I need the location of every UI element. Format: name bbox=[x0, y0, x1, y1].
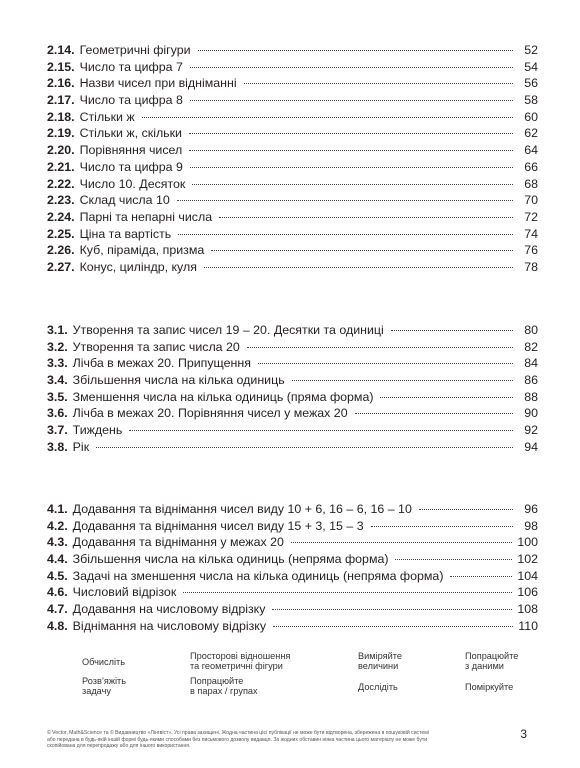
entry-title: Порівняння чисел bbox=[79, 143, 183, 158]
dot-leader bbox=[198, 50, 513, 51]
entry-page: 66 bbox=[524, 159, 538, 174]
entry-number: 2.26. bbox=[47, 243, 75, 258]
entry-number: 2.24. bbox=[47, 209, 75, 224]
toc-entry bbox=[47, 192, 538, 209]
dot-leader bbox=[272, 609, 512, 610]
dot-leader bbox=[273, 626, 513, 627]
toc-entry bbox=[47, 259, 538, 276]
toc-section-3 bbox=[47, 322, 538, 456]
entry-page: 110 bbox=[518, 618, 538, 633]
entry-page: 108 bbox=[517, 602, 538, 617]
dot-leader bbox=[219, 217, 513, 218]
entry-page: 88 bbox=[524, 389, 538, 404]
entry-title: Збільшення числа на кілька одиниць (непряма форма) bbox=[72, 552, 389, 567]
entry-page: 104 bbox=[517, 568, 538, 583]
dot-leader bbox=[190, 167, 513, 168]
entry-page: 54 bbox=[524, 59, 538, 74]
legend-think: Поміркуйте bbox=[465, 682, 514, 692]
entry-page: 78 bbox=[524, 259, 538, 274]
entry-number: 4.5. bbox=[47, 568, 68, 583]
entry-page: 68 bbox=[524, 176, 538, 191]
toc-entry bbox=[47, 159, 538, 176]
entry-number: 2.16. bbox=[47, 76, 75, 91]
entry-title: Стільки ж, скільки bbox=[79, 126, 182, 141]
copyright-footer bbox=[47, 730, 487, 750]
entry-title: Конус, циліндр, куля bbox=[79, 259, 197, 274]
entry-page: 102 bbox=[517, 552, 538, 567]
legend-shapes: Просторові відношення та геометричні фігури bbox=[190, 651, 291, 672]
toc-entry bbox=[47, 518, 538, 535]
footer-line: або передана в будь-якій іншій формі будь-якими способами без письмового дозволу видавця. За жодних обставин ніяка частина цього матеріалу не може бути bbox=[47, 736, 428, 743]
entry-number: 2.20. bbox=[47, 143, 75, 158]
entry-number: 3.2. bbox=[47, 339, 68, 354]
entry-number: 2.21. bbox=[47, 159, 75, 174]
dot-leader bbox=[189, 133, 513, 134]
legend-calculate: Обчисліть bbox=[82, 657, 126, 667]
toc-section-4 bbox=[47, 501, 538, 635]
entry-title: Геометричні фігури bbox=[79, 43, 191, 57]
entry-title: Число та цифра 8 bbox=[79, 93, 183, 108]
toc-entry bbox=[47, 534, 538, 551]
entry-number: 3.4. bbox=[47, 373, 68, 388]
entry-number: 4.6. bbox=[47, 585, 68, 600]
entry-number: 3.3. bbox=[47, 356, 68, 371]
entry-page: 92 bbox=[524, 423, 538, 438]
entry-title: Назви чисел при відніманні bbox=[79, 76, 237, 91]
entry-number: 2.15. bbox=[47, 59, 75, 74]
entry-number: 4.3. bbox=[47, 535, 68, 550]
dot-leader bbox=[178, 234, 513, 235]
dot-leader bbox=[258, 363, 513, 364]
dot-leader bbox=[192, 184, 513, 185]
footer-line: скопійована для перепродажу або для іншого використання. bbox=[47, 743, 191, 750]
entry-title: Утворення та запис числа 20 bbox=[72, 339, 240, 354]
toc-entry bbox=[47, 322, 538, 339]
dot-leader bbox=[244, 83, 513, 84]
entry-number: 3.1. bbox=[47, 323, 68, 337]
entry-number: 2.17. bbox=[47, 93, 75, 108]
entry-title: Додавання та віднімання чисел виду 10 + 6, 16 – 6, 16 – 10 bbox=[72, 502, 412, 516]
entry-page: 70 bbox=[524, 193, 538, 208]
entry-title: Лічба в межах 20. Порівняння чисел у межах 20 bbox=[72, 406, 348, 421]
entry-number: 2.18. bbox=[47, 109, 75, 124]
toc-entry bbox=[47, 209, 538, 226]
toc-entry bbox=[47, 75, 538, 92]
dot-leader bbox=[355, 413, 513, 414]
entry-title: Утворення та запис чисел 19 – 20. Десятки та одиниці bbox=[72, 323, 384, 337]
legend-groups: Попрацюйте в парах / групах bbox=[190, 676, 258, 697]
toc-entry bbox=[47, 422, 538, 439]
entry-page: 84 bbox=[524, 356, 538, 371]
legend-measure: Виміряйте величини bbox=[358, 651, 402, 672]
dot-leader bbox=[291, 542, 512, 543]
toc-entry bbox=[47, 584, 538, 601]
entry-title: Додавання та віднімання чисел виду 15 + 3, 15 – 3 bbox=[72, 518, 364, 533]
dot-leader bbox=[292, 380, 513, 381]
entry-page: 86 bbox=[524, 373, 538, 388]
entry-number: 2.22. bbox=[47, 176, 75, 191]
dot-leader bbox=[142, 117, 513, 118]
toc-entry bbox=[47, 355, 538, 372]
toc-entry bbox=[47, 339, 538, 356]
entry-page: 60 bbox=[524, 109, 538, 124]
toc-entry bbox=[47, 242, 538, 259]
toc-entry bbox=[47, 125, 538, 142]
dot-leader bbox=[129, 430, 513, 431]
toc-entry bbox=[47, 601, 538, 618]
dot-leader bbox=[190, 100, 513, 101]
dot-leader bbox=[391, 330, 513, 331]
legend-solve: Розв’яжіть задачу bbox=[82, 676, 127, 697]
entry-number: 2.27. bbox=[47, 259, 75, 274]
entry-number: 4.1. bbox=[47, 502, 68, 516]
entry-title: Число 10. Десяток bbox=[79, 176, 186, 191]
dot-leader bbox=[380, 397, 513, 398]
dot-leader bbox=[183, 592, 512, 593]
entry-title: Числовий відрізок bbox=[72, 585, 177, 600]
dot-leader bbox=[371, 526, 513, 527]
toc-entry bbox=[47, 618, 538, 635]
entry-title: Задачі на зменшення числа на кілька одиниць (непряма форма) bbox=[72, 568, 444, 583]
entry-title: Додавання та віднімання у межах 20 bbox=[72, 535, 284, 550]
toc-section-2 bbox=[47, 42, 538, 276]
toc-entry bbox=[47, 109, 538, 126]
entry-page: 94 bbox=[524, 439, 538, 454]
entry-page: 82 bbox=[524, 339, 538, 354]
dot-leader bbox=[395, 559, 512, 560]
entry-title: Рік bbox=[72, 439, 90, 454]
entry-title: Парні та непарні числа bbox=[79, 209, 213, 224]
entry-number: 2.25. bbox=[47, 226, 75, 241]
entry-title: Зменшення числа на кілька одиниць (пряма форма) bbox=[72, 389, 374, 404]
entry-title: Тиждень bbox=[72, 423, 123, 438]
toc-entry bbox=[47, 568, 538, 585]
entry-number: 4.2. bbox=[47, 518, 68, 533]
entry-number: 3.5. bbox=[47, 389, 68, 404]
toc-entry bbox=[47, 405, 538, 422]
dot-leader bbox=[96, 447, 513, 448]
entry-page: 56 bbox=[524, 76, 538, 91]
toc-entry bbox=[47, 59, 538, 76]
entry-page: 106 bbox=[517, 585, 538, 600]
entry-page: 74 bbox=[524, 226, 538, 241]
footer-line: © Vector, Math&Science та © Видавництво «Лінгвіст». Усі права захищені. Жодна частина цієї публікації не може бути відтворена, збережена в пошуковій системі bbox=[47, 730, 429, 736]
dot-leader bbox=[190, 67, 513, 68]
entry-number: 3.6. bbox=[47, 406, 68, 421]
toc-entry bbox=[47, 42, 538, 59]
dot-leader bbox=[189, 150, 513, 151]
entry-page: 98 bbox=[524, 518, 538, 533]
entry-page: 96 bbox=[524, 502, 538, 516]
toc-entry bbox=[47, 92, 538, 109]
dot-leader bbox=[247, 347, 513, 348]
toc-entry bbox=[47, 551, 538, 568]
dot-leader bbox=[211, 250, 513, 251]
entry-number: 3.7. bbox=[47, 423, 68, 438]
toc-entry bbox=[47, 439, 538, 456]
page-number: 3 bbox=[520, 727, 527, 741]
entry-title: Лічба в межах 20. Припущення bbox=[72, 356, 251, 371]
entry-page: 80 bbox=[524, 323, 538, 337]
legend-explore: Дослідіть bbox=[358, 682, 398, 692]
entry-number: 2.19. bbox=[47, 126, 75, 141]
toc-entry bbox=[47, 176, 538, 193]
dot-leader bbox=[177, 200, 513, 201]
dot-leader bbox=[450, 576, 512, 577]
entry-title: Додавання на числовому відрізку bbox=[72, 602, 266, 617]
dot-leader bbox=[204, 267, 513, 268]
entry-page: 76 bbox=[524, 243, 538, 258]
entry-page: 58 bbox=[524, 93, 538, 108]
entry-page: 62 bbox=[524, 126, 538, 141]
toc-entry bbox=[47, 372, 538, 389]
entry-title: Збільшення числа на кілька одиниць bbox=[72, 373, 285, 388]
toc-entry bbox=[47, 142, 538, 159]
entry-number: 4.4. bbox=[47, 552, 68, 567]
entry-number: 3.8. bbox=[47, 439, 68, 454]
legend-data: Попрацюйте з даними bbox=[465, 651, 519, 672]
entry-title: Число та цифра 7 bbox=[79, 59, 183, 74]
entry-title: Куб, піраміда, призма bbox=[79, 243, 205, 258]
toc-entry bbox=[47, 389, 538, 406]
entry-title: Ціна та вартість bbox=[79, 226, 172, 241]
entry-page: 72 bbox=[524, 209, 538, 224]
entry-title: Склад числа 10 bbox=[79, 193, 170, 208]
entry-title: Стільки ж bbox=[79, 109, 135, 124]
dot-leader bbox=[419, 509, 513, 510]
entry-page: 100 bbox=[517, 535, 538, 550]
entry-number: 2.14. bbox=[47, 43, 75, 57]
entry-number: 4.7. bbox=[47, 602, 68, 617]
entry-page: 64 bbox=[524, 143, 538, 158]
toc-entry bbox=[47, 501, 538, 518]
entry-number: 2.23. bbox=[47, 193, 75, 208]
toc-entry bbox=[47, 226, 538, 243]
entry-number: 4.8. bbox=[47, 618, 68, 633]
entry-page: 52 bbox=[524, 43, 538, 57]
entry-page: 90 bbox=[524, 406, 538, 421]
entry-title: Віднімання на числовому відрізку bbox=[72, 618, 267, 633]
entry-title: Число та цифра 9 bbox=[79, 159, 183, 174]
